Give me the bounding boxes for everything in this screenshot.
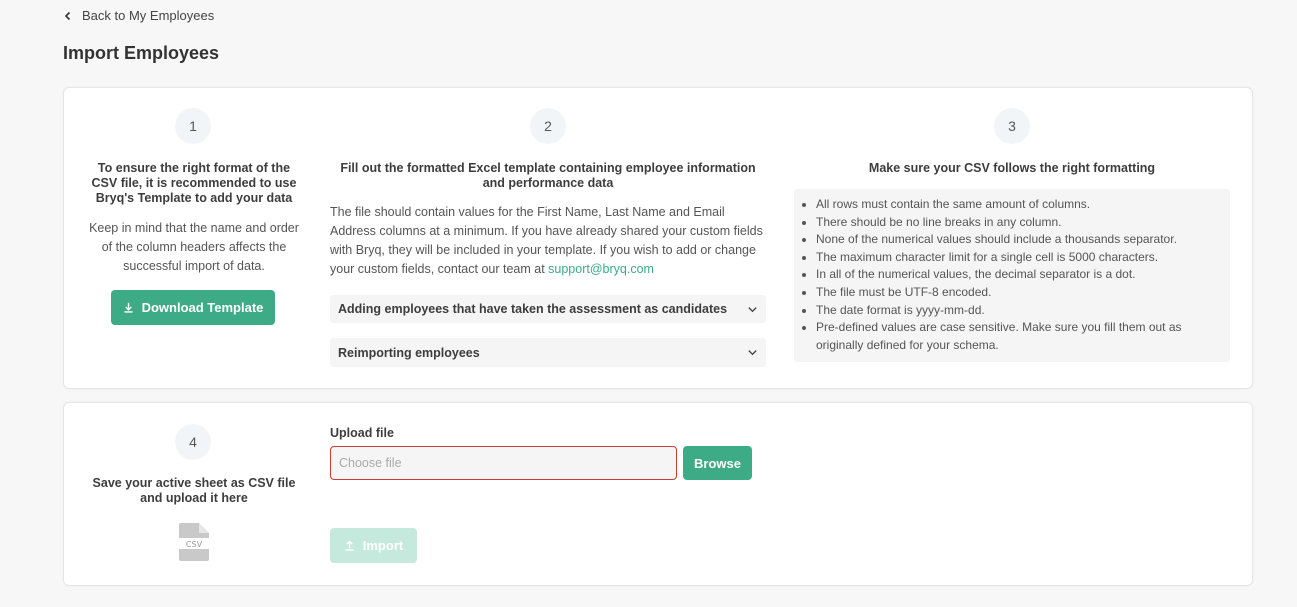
csv-rules-list xyxy=(794,189,1230,362)
back-link[interactable] xyxy=(63,8,214,23)
step-1-title: To ensure the right format of the CSV file, it is recommended to use Bryq's Template to add your data xyxy=(91,161,297,205)
rule-item: • None of the numerical values should include a thousands separator. xyxy=(816,231,1220,249)
csv-icon-label: CSV xyxy=(185,540,203,549)
browse-button-label: Browse xyxy=(694,455,741,471)
upload-icon xyxy=(344,540,355,551)
rule-item: • The file must be UTF-8 encoded. xyxy=(816,284,1220,302)
rule-item: • The date format is yyyy-mm-dd. xyxy=(816,302,1220,320)
accordion-reimporting-label: Reimporting employees xyxy=(338,345,480,360)
chevron-down-icon xyxy=(747,304,758,315)
step-number-4: 4 xyxy=(175,424,211,460)
file-input-placeholder: Choose file xyxy=(339,456,402,470)
step-3-title: Make sure your CSV follows the right formatting xyxy=(868,161,1156,175)
csv-file-icon xyxy=(179,523,209,561)
step-number-3: 3 xyxy=(994,108,1030,144)
chevron-down-icon xyxy=(747,347,758,358)
upload-file-label: Upload file xyxy=(330,426,394,440)
support-email-link[interactable]: support@bryq.com xyxy=(548,262,654,276)
download-template-label: Download Template xyxy=(141,300,264,315)
page-title: Import Employees xyxy=(63,43,220,63)
chevron-left-icon xyxy=(63,11,73,21)
accordion-reimporting[interactable] xyxy=(330,338,766,367)
step-1-text: Keep in mind that the name and order of the column headers affects the successful import of data. xyxy=(89,221,299,273)
step-2-title: Fill out the formatted Excel template containing employee information and performance data xyxy=(340,161,756,190)
upload-card xyxy=(63,402,1253,586)
step-2-text xyxy=(330,203,768,279)
browse-button[interactable] xyxy=(683,446,752,480)
step-number-2: 2 xyxy=(530,108,566,144)
accordion-candidates[interactable] xyxy=(330,295,766,323)
download-icon xyxy=(123,302,134,313)
step-4-title: Save your active sheet as CSV file and upload it here xyxy=(92,476,296,505)
accordion-candidates-label: Adding employees that have taken the assessment as candidates xyxy=(338,302,728,316)
rule-item: • Pre-defined values are case sensitive. Make sure you fill them out as originally defined for your schema. xyxy=(816,319,1220,354)
step-number-1: 1 xyxy=(175,108,211,144)
download-template-button[interactable] xyxy=(111,290,275,325)
import-button[interactable] xyxy=(330,528,417,563)
instructions-card xyxy=(63,87,1253,389)
rule-item: • The maximum character limit for a single cell is 5000 characters. xyxy=(816,249,1220,267)
rule-item: • There should be no line breaks in any column. xyxy=(816,214,1220,232)
file-input[interactable] xyxy=(330,446,677,480)
rule-item: • All rows must contain the same amount of columns. xyxy=(816,196,1220,214)
import-button-label: Import xyxy=(362,538,404,553)
rule-item: • In all of the numerical values, the decimal separator is a dot. xyxy=(816,266,1220,284)
back-link-label: Back to My Employees xyxy=(82,8,215,23)
step-2-body: The file should contain values for the First Name, Last Name and Email Address columns at a minimum. If you have already shared your custom fields with Bryq, they will be included in your template. If you wish to add or change your custom fields, contact our team at xyxy=(330,205,763,276)
